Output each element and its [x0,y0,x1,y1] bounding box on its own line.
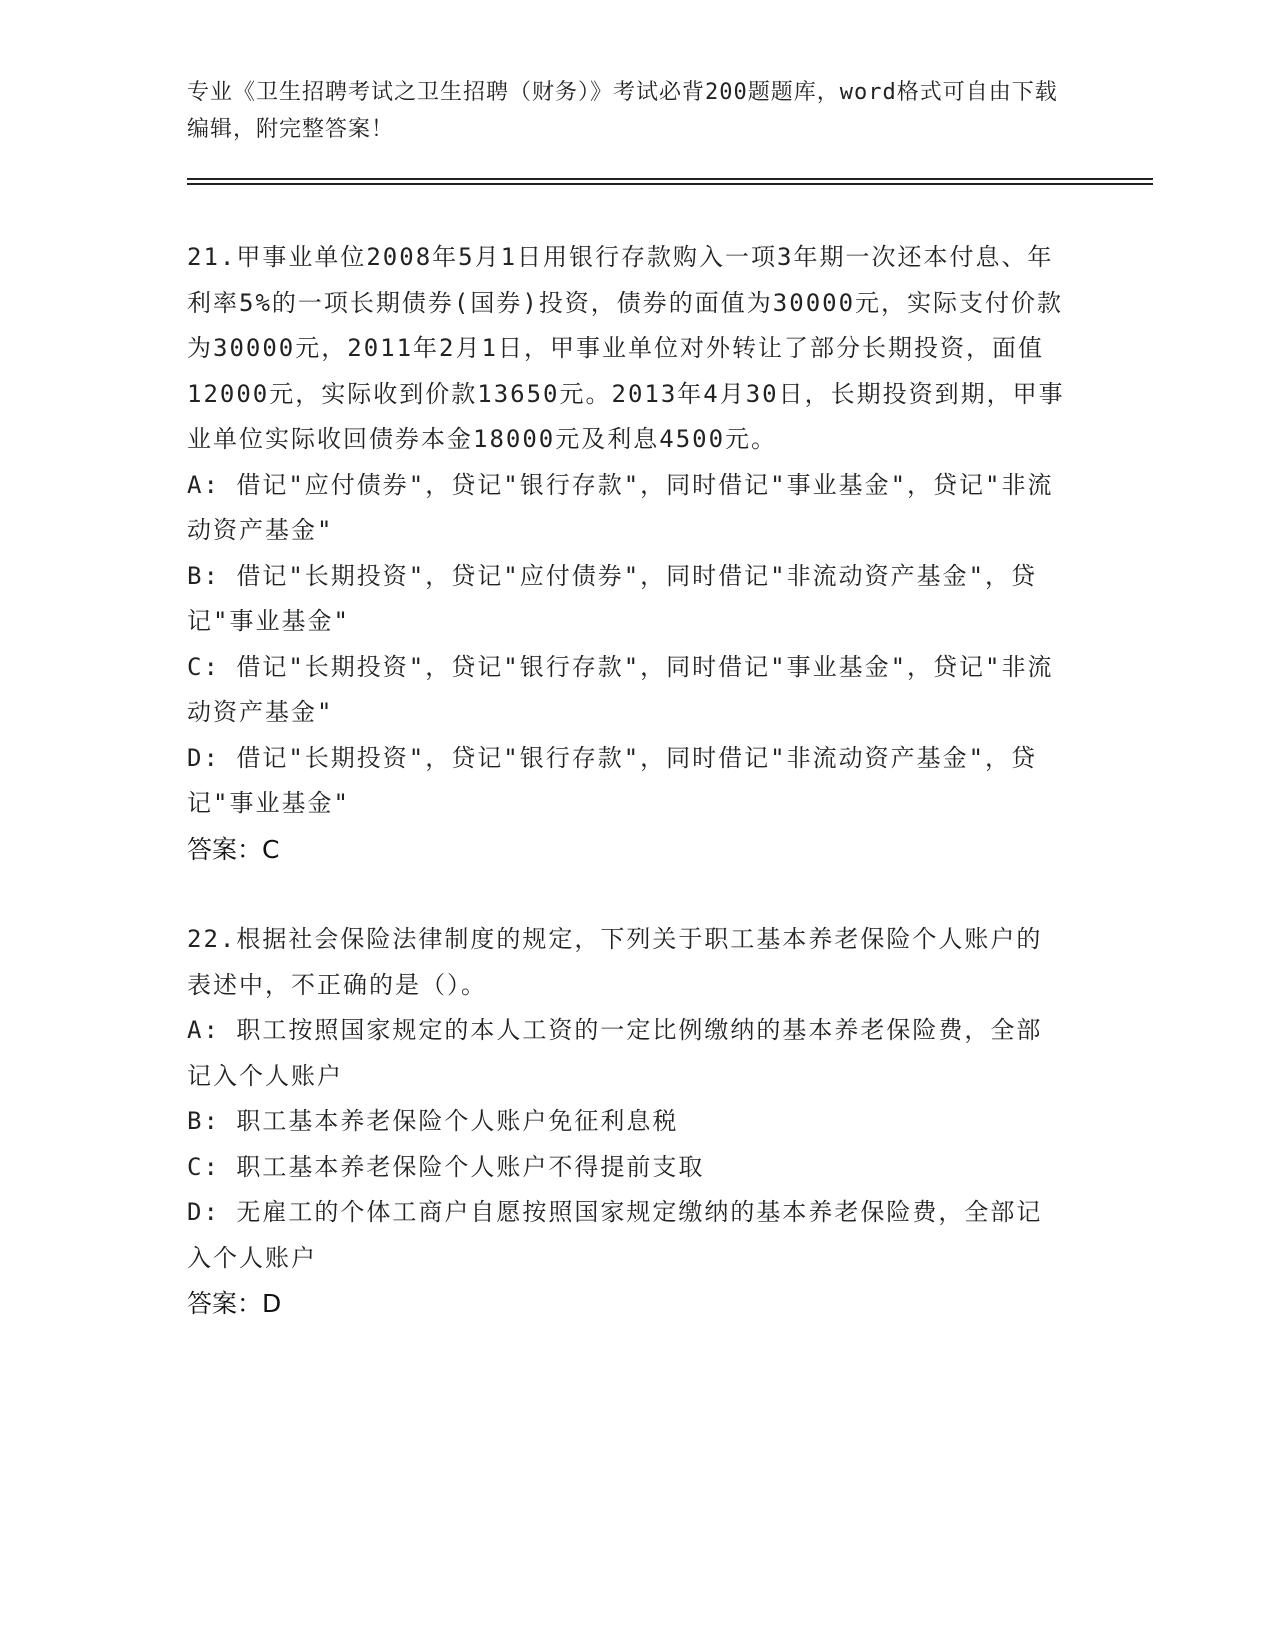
option-c: C: 职工基本养老保险个人账户不得提前支取 [187,1152,705,1181]
question-text: 22.根据社会保险法律制度的规定，下列关于职工基本养老保险个人账户的表述中，不正确的是（）。 [187,925,1043,999]
option-d: D: 无雇工的个体工商户自愿按照国家规定缴纳的基本养老保险费，全部记入个人账户 [187,1198,1043,1272]
option-c: C: 借记"长期投资"，贷记"银行存款"，同时借记"事业基金"，贷记"非流动资产基金" [187,652,1054,726]
option-b: B: 借记"长期投资"，贷记"应付债券"，同时借记"非流动资产基金"，贷记"事业基金" [187,561,1038,635]
option-a: A: 借记"应付债券"，贷记"银行存款"，同时借记"事业基金"，贷记"非流动资产基金" [187,470,1054,544]
document-header: 专业《卫生招聘考试之卫生招聘（财务）》考试必背200题题库，word格式可自由下载编辑，附完整答案！ [187,80,1058,142]
question-22 [187,917,1067,1327]
header-divider-bottom [187,183,1153,185]
answer: 答案：D [187,1289,282,1318]
question-list [187,235,1067,1372]
question-21 [187,235,1067,872]
question-text: 21.甲事业单位2008年5月1日用银行存款购入一项3年期一次还本付息、年利率5%的一项长期债券(国券)投资，债券的面值为30000元，实际支付价款为30000元，2011年2月1日，甲事业单位对外转让了部分长期投资，面值12000元，实际收到价款13650元。2013年4月30日，长期投资到期，甲事业单位实际收回债券本金18000元及利息4500元。 [187,243,1065,453]
option-d: D: 借记"长期投资"，贷记"银行存款"，同时借记"非流动资产基金"，贷记"事业基金" [187,743,1038,817]
option-a: A: 职工按照国家规定的本人工资的一定比例缴纳的基本养老保险费，全部记入个人账户 [187,1016,1043,1090]
option-b: B: 职工基本养老保险个人账户免征利息税 [187,1107,679,1135]
answer: 答案：C [187,834,280,864]
header-divider-top [187,178,1153,180]
